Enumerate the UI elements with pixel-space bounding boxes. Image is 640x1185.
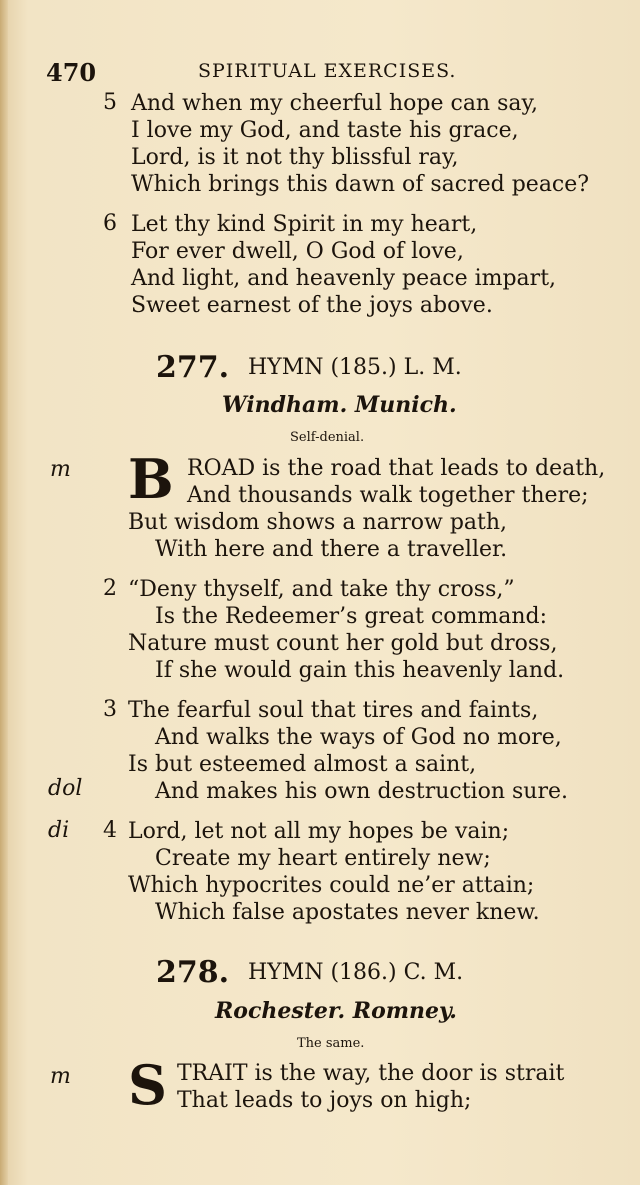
verse-line: Lord, is it not thy blissful ray, <box>131 145 459 170</box>
verse-line: Sweet earnest of the joys above. <box>131 293 493 318</box>
verse-line: The fearful soul that tires and faints, <box>128 698 539 723</box>
verse-number: 4 <box>103 818 117 843</box>
verse-line: Which false apostates never knew. <box>155 900 540 925</box>
tune-names: Windham. Munich. <box>222 392 457 418</box>
verse-line: Nature must count her gold but dross, <box>128 631 558 656</box>
hymn-subject: The same. <box>297 1036 365 1051</box>
verse-line: For ever dwell, O God of love, <box>131 239 464 264</box>
verse-line: “Deny thyself, and take thy cross,” <box>128 577 515 602</box>
verse-line: Let thy kind Spirit in my heart, <box>131 212 478 237</box>
tune-names: Rochester. Romney. <box>215 998 457 1024</box>
verse-line: And walks the ways of God no more, <box>155 725 562 750</box>
hymn-number: 277. <box>156 350 230 385</box>
verse-line: Which brings this dawn of sacred peace? <box>131 172 590 197</box>
verse-line: But wisdom shows a narrow path, <box>128 510 508 535</box>
dynamics-marking: m <box>50 457 71 482</box>
verse-line: And when my cheerful hope can say, <box>131 91 538 116</box>
hymn-number: 278. <box>156 955 230 990</box>
hymn-heading: HYMN (186.) C. M. <box>248 960 464 985</box>
drop-capital: B <box>128 447 174 511</box>
verse-line: And makes his own destruction sure. <box>155 779 568 804</box>
verse-line: Create my heart entirely new; <box>155 846 491 871</box>
verse-line: And thousands walk together there; <box>187 483 589 508</box>
dynamics-marking: dol <box>48 776 83 801</box>
verse-number: 2 <box>103 576 117 601</box>
page-number: 470 <box>46 58 97 87</box>
hymn-subject: Self-denial. <box>290 430 365 445</box>
page-spine-shadow <box>0 0 8 1185</box>
verse-line: Lord, let not all my hopes be vain; <box>128 819 510 844</box>
verse-line: With here and there a traveller. <box>155 537 508 562</box>
drop-capital: S <box>128 1053 167 1117</box>
verse-line: Which hypocrites could ne’er attain; <box>128 873 535 898</box>
verse-line: If she would gain this heavenly land. <box>155 658 565 683</box>
verse-line: That leads to joys on high; <box>177 1088 472 1113</box>
verse-number: 5 <box>103 90 117 115</box>
verse-line: I love my God, and taste his grace, <box>131 118 519 143</box>
verse-number: 6 <box>103 211 117 236</box>
verse-line: TRAIT is the way, the door is strait <box>177 1061 565 1086</box>
verse-number: 3 <box>103 697 117 722</box>
hymn-heading: HYMN (185.) L. M. <box>248 355 462 380</box>
running-title: SPIRITUAL EXERCISES. <box>198 60 457 82</box>
verse-line: ROAD is the road that leads to death, <box>187 456 606 481</box>
verse-line: Is but esteemed almost a saint, <box>128 752 477 777</box>
verse-line: And light, and heavenly peace impart, <box>131 266 557 291</box>
verse-line: Is the Redeemer’s great command: <box>155 604 548 629</box>
dynamics-marking: di <box>48 818 70 843</box>
dynamics-marking: m <box>50 1064 71 1089</box>
